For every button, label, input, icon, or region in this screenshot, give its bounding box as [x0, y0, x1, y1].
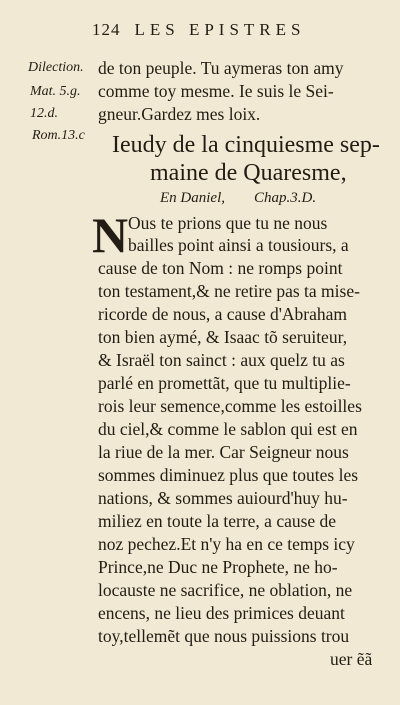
running-header — [92, 20, 380, 40]
section-title-line: Ieudy de la cinquiesme sep- — [112, 132, 380, 158]
text-line: cause de ton Nom : ne romps point — [98, 258, 343, 278]
text-line: Ous te prions que tu ne nous — [128, 213, 328, 233]
text-line: la riue de la mer. Car Seigneur nous — [98, 442, 349, 462]
margin-note: Mat. 5.g. — [30, 84, 81, 99]
text-line: parlé en promettãt, que tu multiplie- — [98, 373, 351, 393]
text-line: locauste ne sacrifice, ne oblation, ne — [98, 580, 353, 600]
citation-book: En Daniel, — [160, 190, 225, 206]
section-title-line: maine de Quaresme, — [150, 160, 347, 186]
text-line: gneur.Gardez mes loix. — [98, 104, 261, 124]
text-line: de ton peuple. Tu aymeras ton amy — [98, 58, 344, 78]
margin-note: Rom.13.c — [32, 128, 85, 143]
text-line: rois leur semence,comme les estoilles — [98, 396, 362, 416]
page-number: 124 — [92, 20, 121, 39]
text-line: ton bien aymé, & Isaac tõ seruiteur, — [98, 327, 348, 347]
text-line: & Israël ton sainct : aux quelz tu as — [98, 350, 345, 370]
catchword: uer ẽã — [330, 649, 373, 669]
drop-cap: N — [92, 207, 129, 263]
text-line: ricorde de nous, a cause d'Abraham — [98, 304, 348, 324]
text-line: bailles point ainsi a tousiours, a — [128, 235, 349, 255]
text-line: encens, ne lieu des primices deuant — [98, 603, 345, 623]
text-line: miliez en toute la terre, a cause de — [98, 511, 337, 531]
text-line: sommes diminuez plus que toutes les — [98, 465, 359, 485]
citation-chapter: Chap.3.D. — [254, 190, 317, 206]
text-line: ton testament,& ne retire pas ta mise- — [98, 281, 360, 301]
running-title: LES EPISTRES — [134, 20, 306, 39]
text-line: noz pechez.Et n'y ha en ce temps icy — [98, 534, 355, 554]
text-line: nations, & sommes auiourd'huy hu- — [98, 488, 348, 508]
margin-note: Dilection. — [28, 60, 84, 75]
text-line: toy,tellemẽt que nous puissions trou — [98, 626, 350, 646]
text-line: comme toy mesme. Ie suis le Sei- — [98, 81, 334, 101]
margin-note: 12.d. — [30, 106, 58, 121]
text-line: Prince,ne Duc ne Prophete, ne ho- — [98, 557, 338, 577]
text-line: du ciel,& comme le sablon qui est en — [98, 419, 358, 439]
